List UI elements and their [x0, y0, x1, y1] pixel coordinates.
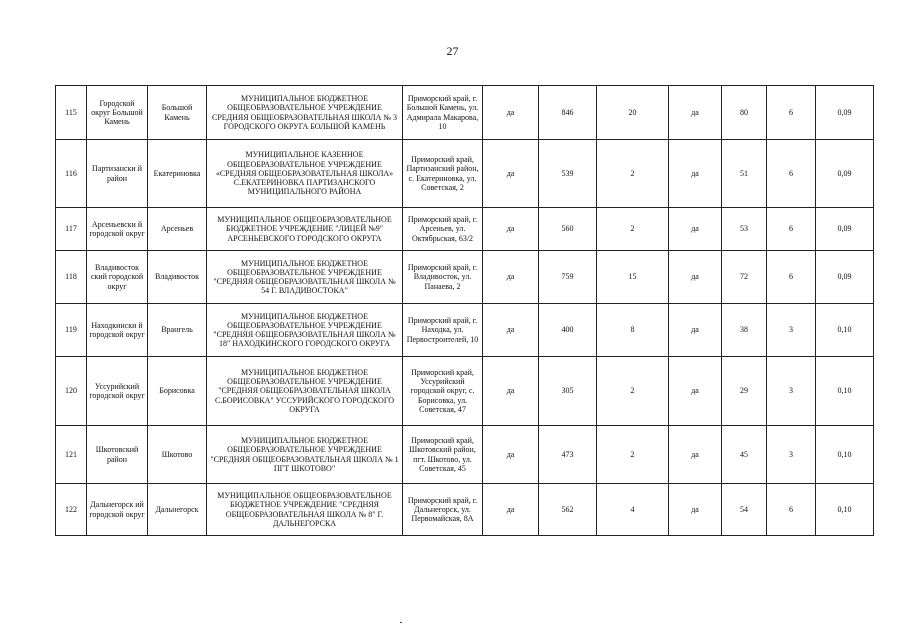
table-row	[56, 426, 874, 484]
value3-cell: 38	[722, 304, 767, 357]
flag1-cell: да	[483, 357, 539, 426]
flag2-cell: да	[669, 357, 722, 426]
value3-cell: 53	[722, 208, 767, 251]
district-cell: Уссурийский городской округ	[87, 357, 148, 426]
value4-cell: 6	[767, 86, 816, 140]
address-cell: Приморский край, Шкотовский район, пгт. Шкотово, ул. Советская, 45	[403, 426, 483, 484]
value3-cell: 80	[722, 86, 767, 140]
value4-cell: 6	[767, 208, 816, 251]
scan-speck	[400, 622, 402, 623]
district-cell: Арсеньевски й городской округ	[87, 208, 148, 251]
value1-cell: 759	[539, 251, 597, 304]
organization-cell: МУНИЦИПАЛЬНОЕ БЮДЖЕТНОЕ ОБЩЕОБРАЗОВАТЕЛЬНОЕ УЧРЕЖДЕНИЕ "СРЕДНЯЯ ОБЩЕОБРАЗОВАТЕЛЬНАЯ ШКОЛА № 18" НАХОДКИНСКОГО ГОРОДСКОГО ОКРУГА	[207, 304, 403, 357]
row-number: 120	[56, 357, 87, 426]
value1-cell: 846	[539, 86, 597, 140]
ratio-cell: 0,10	[816, 484, 874, 536]
table-row	[56, 140, 874, 208]
address-cell: Приморский край, Партизанский район, с. Екатериновка, ул. Советская, 2	[403, 140, 483, 208]
flag2-cell: да	[669, 426, 722, 484]
value1-cell: 305	[539, 357, 597, 426]
value4-cell: 3	[767, 304, 816, 357]
flag1-cell: да	[483, 251, 539, 304]
organization-cell: МУНИЦИПАЛЬНОЕ БЮДЖЕТНОЕ ОБЩЕОБРАЗОВАТЕЛЬНОЕ УЧРЕЖДЕНИЕ "СРЕДНЯЯ ОБЩЕОБРАЗОВАТЕЛЬНАЯ ШКОЛА № 54 Г. ВЛАДИВОСТОКА"	[207, 251, 403, 304]
table-row	[56, 86, 874, 140]
flag2-cell: да	[669, 208, 722, 251]
value4-cell: 3	[767, 357, 816, 426]
table-row	[56, 251, 874, 304]
value4-cell: 6	[767, 251, 816, 304]
address-cell: Приморский край, г. Владивосток, ул. Панаева, 2	[403, 251, 483, 304]
ratio-cell: 0,09	[816, 140, 874, 208]
value1-cell: 562	[539, 484, 597, 536]
flag2-cell: да	[669, 484, 722, 536]
district-cell: Партизански й район	[87, 140, 148, 208]
ratio-cell: 0,10	[816, 426, 874, 484]
address-cell: Приморский край, г. Дальнегорск, ул. Первомайская, 8А	[403, 484, 483, 536]
address-cell: Приморский край, г. Большой Камень, ул. Адмирала Макарова, 10	[403, 86, 483, 140]
settlement-cell: Екатериновка	[148, 140, 207, 208]
value1-cell: 560	[539, 208, 597, 251]
organization-cell: МУНИЦИПАЛЬНОЕ БЮДЖЕТНОЕ ОБЩЕОБРАЗОВАТЕЛЬНОЕ УЧРЕЖДЕНИЕ СРЕДНЯЯ ОБЩЕОБРАЗОВАТЕЛЬНАЯ ШКОЛА № 3 ГОРОДСКОГО ОКРУГА БОЛЬШОЙ КАМЕНЬ	[207, 86, 403, 140]
settlement-cell: Шкотово	[148, 426, 207, 484]
row-number: 117	[56, 208, 87, 251]
row-number: 122	[56, 484, 87, 536]
organization-cell: МУНИЦИПАЛЬНОЕ ОБЩЕОБРАЗОВАТЕЛЬНОЕ БЮДЖЕТНОЕ УЧРЕЖДЕНИЕ "ЛИЦЕЙ №9" АРСЕНЬЕВСКОГО ГОРОДСКОГО ОКРУГА	[207, 208, 403, 251]
ratio-cell: 0,09	[816, 251, 874, 304]
organization-cell: МУНИЦИПАЛЬНОЕ КАЗЕННОЕ ОБЩЕОБРАЗОВАТЕЛЬНОЕ УЧРЕЖДЕНИЕ «СРЕДНЯЯ ОБЩЕОБРАЗОВАТЕЛЬНАЯ ШКОЛА» С.ЕКАТЕРИНОВКА ПАРТИЗАНСКОГО МУНИЦИПАЛЬНОГО РАЙОНА	[207, 140, 403, 208]
row-number: 116	[56, 140, 87, 208]
value4-cell: 6	[767, 484, 816, 536]
value3-cell: 45	[722, 426, 767, 484]
organization-cell: МУНИЦИПАЛЬНОЕ ОБЩЕОБРАЗОВАТЕЛЬНОЕ БЮДЖЕТНОЕ УЧРЕЖДЕНИЕ "СРЕДНЯЯ ОБЩЕОБРАЗОВАТЕЛЬНАЯ ШКОЛА № 8" Г. ДАЛЬНЕГОРСКА	[207, 484, 403, 536]
ratio-cell: 0,10	[816, 357, 874, 426]
value3-cell: 51	[722, 140, 767, 208]
settlement-cell: Владивосток	[148, 251, 207, 304]
value2-cell: 20	[597, 86, 669, 140]
ratio-cell: 0,09	[816, 86, 874, 140]
settlement-cell: Большой Камень	[148, 86, 207, 140]
value2-cell: 2	[597, 208, 669, 251]
value2-cell: 15	[597, 251, 669, 304]
value4-cell: 3	[767, 426, 816, 484]
value3-cell: 29	[722, 357, 767, 426]
value2-cell: 8	[597, 304, 669, 357]
row-number: 119	[56, 304, 87, 357]
ratio-cell: 0,10	[816, 304, 874, 357]
table-row	[56, 484, 874, 536]
value1-cell: 473	[539, 426, 597, 484]
value2-cell: 2	[597, 426, 669, 484]
flag2-cell: да	[669, 140, 722, 208]
row-number: 118	[56, 251, 87, 304]
settlement-cell: Арсеньев	[148, 208, 207, 251]
address-cell: Приморский край, Уссурийский городской округ, с. Борисовка, ул. Советская, 47	[403, 357, 483, 426]
district-cell: Владивосток ский городской округ	[87, 251, 148, 304]
ratio-cell: 0,09	[816, 208, 874, 251]
value1-cell: 400	[539, 304, 597, 357]
district-cell: Шкотовский район	[87, 426, 148, 484]
district-cell: Городской округ Большой Камень	[87, 86, 148, 140]
district-cell: Находкински й городской округ	[87, 304, 148, 357]
flag1-cell: да	[483, 484, 539, 536]
settlement-cell: Борисовка	[148, 357, 207, 426]
value2-cell: 2	[597, 357, 669, 426]
schools-table	[55, 85, 874, 536]
flag1-cell: да	[483, 140, 539, 208]
address-cell: Приморский край, г. Арсеньев, ул. Октябрьская, 63/2	[403, 208, 483, 251]
value1-cell: 539	[539, 140, 597, 208]
flag2-cell: да	[669, 86, 722, 140]
address-cell: Приморский край, г. Находка, ул. Первостроителей, 10	[403, 304, 483, 357]
settlement-cell: Дальнегорск	[148, 484, 207, 536]
value2-cell: 4	[597, 484, 669, 536]
page-number: 27	[446, 44, 459, 58]
value3-cell: 54	[722, 484, 767, 536]
value4-cell: 6	[767, 140, 816, 208]
flag1-cell: да	[483, 86, 539, 140]
table-row	[56, 208, 874, 251]
settlement-cell: Врангель	[148, 304, 207, 357]
flag1-cell: да	[483, 208, 539, 251]
value2-cell: 2	[597, 140, 669, 208]
value3-cell: 72	[722, 251, 767, 304]
organization-cell: МУНИЦИПАЛЬНОЕ БЮДЖЕТНОЕ ОБЩЕОБРАЗОВАТЕЛЬНОЕ УЧРЕЖДЕНИЕ "СРЕДНЯЯ ОБЩЕОБРАЗОВАТЕЛЬНАЯ ШКОЛА С.БОРИСОВКА" УССУРИЙСКОГО ГОРОДСКОГО ОКРУГА	[207, 357, 403, 426]
district-cell: Дальнегорск ий городской округ	[87, 484, 148, 536]
flag2-cell: да	[669, 251, 722, 304]
flag1-cell: да	[483, 426, 539, 484]
table-row	[56, 304, 874, 357]
table-row	[56, 357, 874, 426]
flag1-cell: да	[483, 304, 539, 357]
flag2-cell: да	[669, 304, 722, 357]
row-number: 115	[56, 86, 87, 140]
organization-cell: МУНИЦИПАЛЬНОЕ БЮДЖЕТНОЕ ОБЩЕОБРАЗОВАТЕЛЬНОЕ УЧРЕЖДЕНИЕ "СРЕДНЯЯ ОБЩЕОБРАЗОВАТЕЛЬНАЯ ШКОЛА № 1 ПГТ ШКОТОВО"	[207, 426, 403, 484]
row-number: 121	[56, 426, 87, 484]
